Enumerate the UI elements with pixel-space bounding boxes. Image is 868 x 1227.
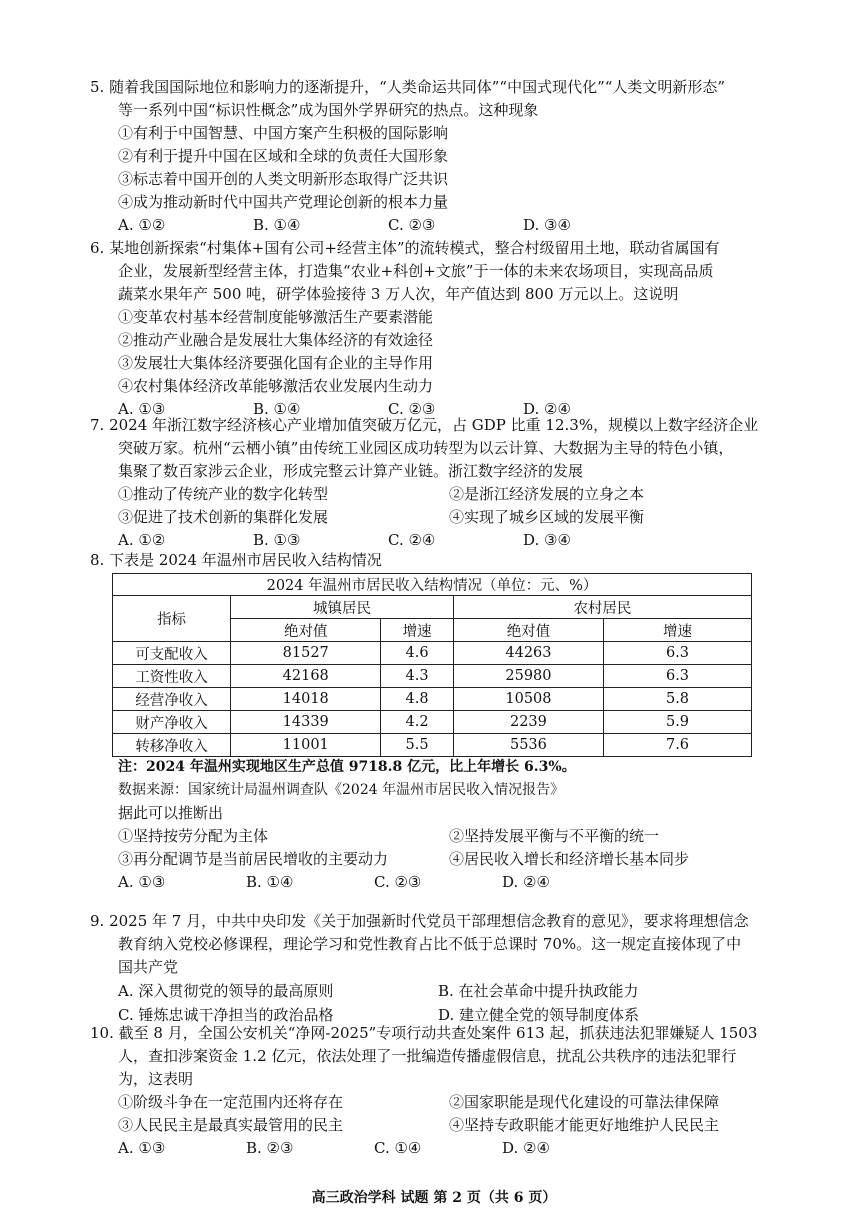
option-d: D. 建立健全党的领导制度体系: [438, 1006, 640, 1024]
question-6-statement-3: ③发展壮大集体经济要强化国有企业的主导作用: [118, 354, 434, 372]
question-10-stem-line-3: 为，这表明: [118, 1070, 194, 1088]
table-cell: 经营净收入: [113, 688, 231, 711]
question-6-stem-line-1: 6. 某地创新探索“村集体+国有公司+经营主体”的流转模式，整合村级留用土地，联动省属国有: [90, 239, 720, 257]
question-5-stem-line-2: 等一系列中国“标识性概念”成为国外学界研究的热点。这种现象: [118, 101, 539, 119]
table-cell: 11001: [231, 734, 381, 757]
option-a: A. ①③: [118, 400, 166, 418]
table-cell: 4.6: [381, 642, 454, 665]
question-8-stem: 8. 下表是 2024 年温州市居民收入结构情况: [90, 551, 382, 569]
question-5-statement-2: ②有利于提升中国在区域和全球的负责任大国形象: [118, 147, 449, 165]
table-row: [113, 711, 752, 734]
question-7: [90, 414, 780, 552]
question-5: [90, 76, 780, 237]
question-10: [90, 1022, 780, 1160]
statement-1: ①推动了传统产业的数字化转型: [118, 485, 329, 503]
statement-1: ①坚持按劳分配为主体: [118, 827, 269, 845]
table-row: [113, 734, 752, 757]
question-6-stem-line-3: 蔬菜水果年产 500 吨，研学体验接待 3 万人次，年产值达到 800 万元以上。这说明: [118, 285, 679, 303]
table-cell: 5536: [453, 734, 603, 757]
option-c: C. ②③: [374, 873, 422, 891]
option-d: D. ②④: [502, 873, 550, 891]
option-d: D. ③④: [523, 216, 571, 234]
statement-2: ②坚持发展平衡与不平衡的统一: [449, 827, 660, 845]
income-structure-table: [112, 573, 752, 757]
table-cell: 5.9: [604, 711, 752, 734]
table-cell: 25980: [453, 665, 603, 688]
table-header-rural-growth: 增速: [604, 619, 752, 642]
question-10-statements-row-1: [90, 1091, 780, 1114]
table-header-urban-abs: 绝对值: [231, 619, 381, 642]
statement-4: ④坚持专政职能才能更好地维护人民民主: [449, 1116, 720, 1134]
table-cell: 6.3: [604, 642, 752, 665]
table-cell: 财产净收入: [113, 711, 231, 734]
statement-3: ③人民民主是最真实最管用的民主: [118, 1116, 344, 1134]
question-7-statements-row-2: [90, 506, 780, 529]
option-d: D. ②④: [502, 1139, 550, 1157]
option-a: A. ①③: [118, 873, 166, 891]
question-8-statements-row-1: [90, 825, 780, 848]
table-cell: 6.3: [604, 665, 752, 688]
question-10-stem-line-1: 10. 截至 8 月，全国公安机关“净网-2025”专项行动共查处案件 613 起，抓获违法犯罪嫌疑人 1503: [90, 1024, 758, 1042]
statement-2: ②国家职能是现代化建设的可靠法律保障: [449, 1093, 720, 1111]
option-d: D. ③④: [523, 531, 571, 549]
statement-1: ①阶级斗争在一定范围内还将存在: [118, 1093, 344, 1111]
question-6-statement-2: ②推动产业融合是发展壮大集体经济的有效途径: [118, 331, 434, 349]
table-cell: 5.8: [604, 688, 752, 711]
question-7-stem-line-3: 集聚了数百家涉云企业，形成完整云计算产业链。浙江数字经济的发展: [118, 462, 584, 480]
option-c: C. ②③: [388, 400, 436, 418]
question-6-statement-1: ①变革农村基本经营制度能够激活生产要素潜能: [118, 308, 434, 326]
option-b: B. ①④: [246, 873, 294, 891]
question-9-stem-line-3: 国共产党: [118, 958, 179, 976]
option-a: A. 深入贯彻党的领导的最高原则: [118, 982, 334, 1000]
question-6-stem-line-2: 企业，发展新型经营主体，打造集“农业+科创+文旅”于一体的未来农场项目，实现高品质: [118, 262, 714, 280]
question-9-stem-line-1: 9. 2025 年 7 月，中共中央印发《关于加强新时代党员干部理想信念教育的意见》，要求将理想信念: [90, 912, 749, 930]
question-5-statement-1: ①有利于中国智慧、中国方案产生积极的国际影响: [118, 124, 449, 142]
table-cell: 4.3: [381, 665, 454, 688]
table-cell: 10508: [453, 688, 603, 711]
table-cell: 81527: [231, 642, 381, 665]
table-header-rural-abs: 绝对值: [453, 619, 603, 642]
question-9-options-row-1: [90, 979, 780, 1003]
table-cell: 14339: [231, 711, 381, 734]
table-row: [113, 688, 752, 711]
table-header-rural: 农村居民: [453, 596, 751, 619]
option-c: C. ①④: [374, 1139, 422, 1157]
question-8-options: [90, 871, 780, 894]
option-a: A. ①③: [118, 1139, 166, 1157]
question-5-options: [90, 214, 780, 237]
statement-4: ④实现了城乡区域的发展平衡: [449, 508, 645, 526]
question-9: [90, 910, 780, 1027]
table-cell: 14018: [231, 688, 381, 711]
question-7-stem-line-2: 突破万家。杭州“云栖小镇”由传统工业园区成功转型为以云计算、大数据为主导的特色小镇，: [118, 439, 734, 457]
table-cell: 44263: [453, 642, 603, 665]
table-row: [113, 665, 752, 688]
question-6-statement-4: ④农村集体经济改革能够激活农业发展内生动力: [118, 377, 434, 395]
statement-3: ③再分配调节是当前居民增收的主要动力: [118, 850, 389, 868]
question-10-statements-row-2: [90, 1114, 780, 1137]
statement-4: ④居民收入增长和经济增长基本同步: [449, 850, 690, 868]
question-6: [90, 237, 780, 421]
table-note: 注：2024 年温州实现地区生产总值 9718.8 亿元，比上年增长 6.3%。: [118, 759, 576, 775]
table-cell: 4.8: [381, 688, 454, 711]
option-c: C. 锤炼忠诚干净担当的政治品格: [118, 1006, 334, 1024]
option-c: C. ②③: [388, 216, 436, 234]
table-row: [113, 642, 752, 665]
table-cell: 7.6: [604, 734, 752, 757]
option-b: B. ①③: [253, 531, 301, 549]
option-a: A. ①②: [118, 531, 166, 549]
option-b: B. 在社会革命中提升执政能力: [438, 982, 639, 1000]
question-8-question: 据此可以推断出: [118, 804, 224, 822]
table-cell: 42168: [231, 665, 381, 688]
question-8-body: [90, 756, 780, 894]
table-title: 2024 年温州市居民收入结构情况（单位：元、%）: [113, 574, 752, 596]
table-cell: 5.5: [381, 734, 454, 757]
question-10-options: [90, 1137, 780, 1160]
question-5-statement-3: ③标志着中国开创的人类文明新形态取得广泛共识: [118, 170, 449, 188]
option-b: B. ②③: [246, 1139, 294, 1157]
table-cell: 可支配收入: [113, 642, 231, 665]
table-cell: 转移净收入: [113, 734, 231, 757]
table-cell: 2239: [453, 711, 603, 734]
option-b: B. ①④: [253, 216, 301, 234]
table-header-urban-growth: 增速: [381, 619, 454, 642]
table-source: 数据来源：国家统计局温州调查队《2024 年温州市居民收入情况报告》: [118, 782, 565, 798]
question-8-statements-row-2: [90, 848, 780, 871]
table-cell: 工资性收入: [113, 665, 231, 688]
question-5-statement-4: ④成为推动新时代中国共产党理论创新的根本力量: [118, 193, 449, 211]
question-5-stem-line-1: 5. 随着我国国际地位和影响力的逐渐提升，“人类命运共同体”“中国式现代化”“人类文明新形态”: [90, 78, 726, 96]
question-8-intro: [90, 549, 780, 572]
statement-2: ②是浙江经济发展的立身之本: [449, 485, 645, 503]
question-7-stem-line-1: 7. 2024 年浙江数字经济核心产业增加值突破万亿元，占 GDP 比重 12.3%，规模以上数字经济企业: [90, 416, 759, 434]
table-cell: 4.2: [381, 711, 454, 734]
table-header-indicator: 指标: [113, 596, 231, 642]
question-7-statements-row-1: [90, 483, 780, 506]
option-b: B. ①④: [253, 400, 301, 418]
statement-3: ③促进了技术创新的集群化发展: [118, 508, 329, 526]
option-d: D. ②④: [523, 400, 571, 418]
page-footer: 高三政治学科 试题 第 2 页（共 6 页）: [311, 1190, 557, 1206]
question-10-stem-line-2: 人，查扣涉案资金 1.2 亿元，依法处理了一批编造传播虚假信息，扰乱公共秩序的违法犯罪行: [118, 1047, 737, 1065]
option-c: C. ②④: [388, 531, 436, 549]
table-header-urban: 城镇居民: [231, 596, 454, 619]
option-a: A. ①②: [118, 216, 166, 234]
question-9-stem-line-2: 教育纳入党校必修课程，理论学习和党性教育占比不低于总课时 70%。这一规定直接体现了中: [118, 935, 742, 953]
